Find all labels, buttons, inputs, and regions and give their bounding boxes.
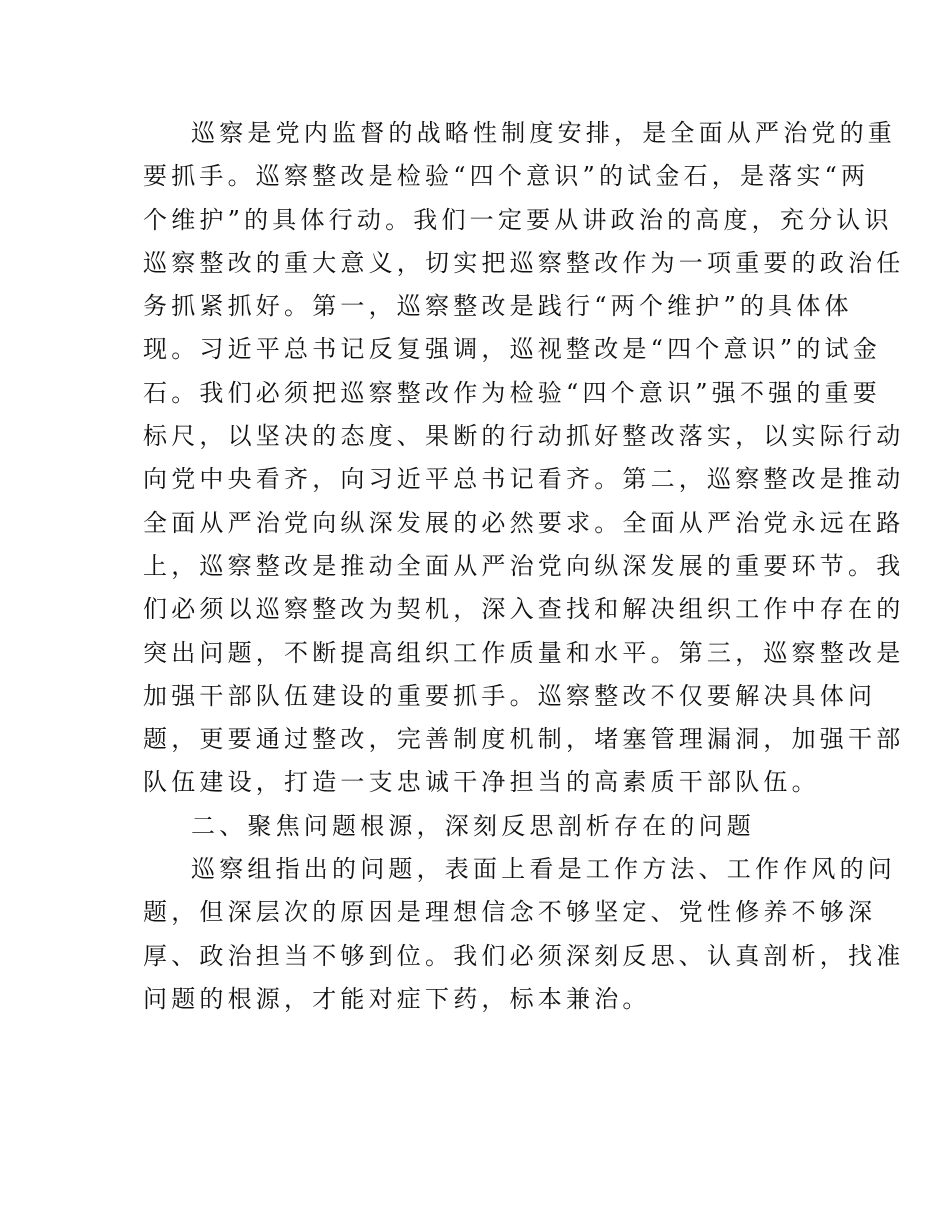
paragraph-inspection-significance: [143, 112, 905, 805]
text-line: 巡察整改的重大意义，切实把巡察整改作为一项重要的政治任: [143, 248, 905, 277]
text-line: 巡察组指出的问题，表面上看是工作方法、工作作风的问: [191, 855, 896, 884]
text-line: 个维护”的具体行动。我们一定要从讲政治的高度，充分认识: [143, 205, 893, 234]
text-line: 队伍建设，打造一支忠诚干净担当的高素质干部队伍。: [143, 768, 820, 797]
text-line: 现。习近平总书记反复强调，巡视整改是“四个意识”的试金: [143, 335, 881, 364]
text-line: 向党中央看齐，向习近平总书记看齐。第二，巡察整改是推动: [143, 465, 905, 494]
text-line: 要抓手。巡察整改是检验“四个意识”的试金石，是落实“两: [143, 162, 870, 191]
text-line: 问题的根源，才能对症下药，标本兼治。: [143, 984, 651, 1013]
paragraph-root-causes: [143, 848, 905, 1021]
heading-line: 二、聚焦问题根源，深刻反思剖析存在的问题: [191, 811, 755, 840]
text-line: 厚、政治担当不够到位。我们必须深刻反思、认真剖析，找准: [143, 941, 905, 970]
text-line: 们必须以巡察整改为契机，深入查找和解决组织工作中存在的: [143, 595, 905, 624]
text-line: 上，巡察整改是推动全面从严治党向纵深发展的重要环节。我: [143, 551, 905, 580]
text-line: 全面从严治党向纵深发展的必然要求。全面从严治党永远在路: [143, 508, 905, 537]
text-line: 石。我们必须把巡察整改作为检验“四个意识”强不强的重要: [143, 378, 881, 407]
text-line: 标尺，以坚决的态度、果断的行动抓好整改落实，以实际行动: [143, 422, 905, 451]
text-line: 题，但深层次的原因是理想信念不够坚定、党性修养不够深: [143, 898, 877, 927]
text-line: 题，更要通过整改，完善制度机制，堵塞管理漏洞，加强干部: [143, 725, 905, 754]
text-line: 务抓紧抓好。第一，巡察整改是践行“两个维护”的具体体: [143, 292, 853, 321]
document-body: [143, 112, 905, 1021]
text-line: 加强干部队伍建设的重要抓手。巡察整改不仅要解决具体问: [143, 681, 877, 710]
section-heading: [143, 805, 809, 848]
text-line: 巡察是党内监督的战略性制度安排，是全面从严治党的重: [191, 119, 896, 147]
text-line: 突出问题，不断提高组织工作质量和水平。第三，巡察整改是: [143, 638, 905, 667]
